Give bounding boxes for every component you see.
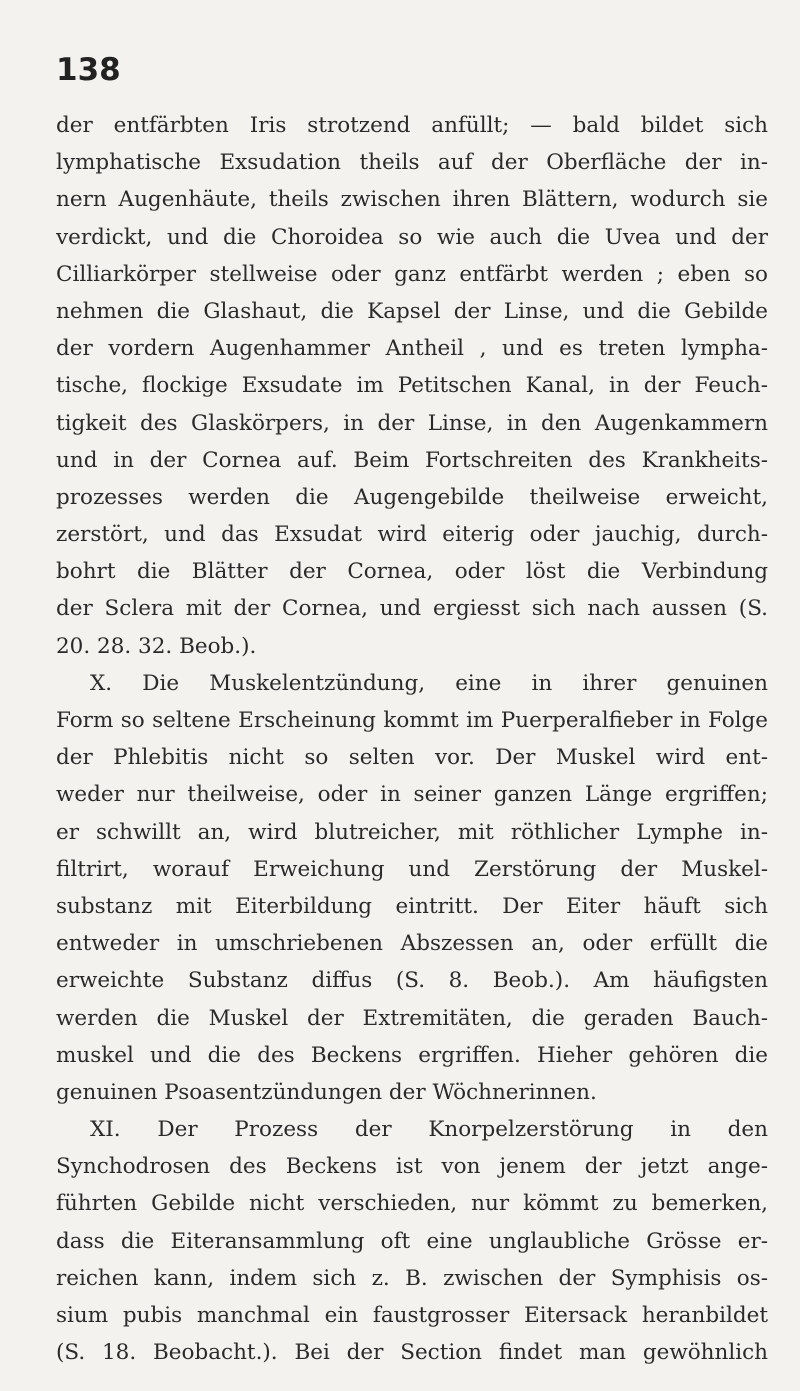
text-line: verdickt, und die Choroidea so wie auch die Uvea und der (56, 224, 768, 250)
text-line: Cilliarkörper stellweise oder ganz entfärbt werden ; eben so (56, 261, 768, 287)
text-line: genuinen Psoasentzündungen der Wöchnerinnen. (56, 1079, 597, 1105)
text-line: der Phlebitis nicht so selten vor. Der Muskel wird ent- (56, 745, 768, 771)
text-line: dass die Eiteransammlung oft eine unglaubliche Grösse er- (56, 1228, 768, 1254)
text-line: entweder in umschriebenen Abszessen an, oder erfüllt die (56, 931, 768, 957)
text-line: der vordern Augenhammer Antheil , und es treten lympha- (56, 336, 768, 362)
text-line: reichen kann, indem sich z. B. zwischen der Symphisis os- (56, 1265, 768, 1291)
text-line: sium pubis manchmal ein faustgrosser Eitersack heranbildet (56, 1303, 768, 1328)
text-line: 20. 28. 32. Beob.). (56, 633, 257, 659)
text-line: und in der Cornea auf. Beim Fortschreiten des Krankheits- (56, 447, 768, 473)
text-line: bohrt die Blätter der Cornea, oder löst die Verbindung (56, 559, 768, 585)
text-line: nehmen die Glashaut, die Kapsel der Linse, und die Gebilde (56, 298, 768, 324)
text-line: der Sclera mit der Cornea, und ergiesst sich nach aussen (S. (56, 596, 768, 622)
text-line: muskel und die des Beckens ergriffen. Hieher gehören die (56, 1042, 768, 1068)
section-heading-line: XI. Der Prozess der Knorpelzerstörung in den (90, 1117, 768, 1143)
text-line: Form so seltene Erscheinung kommt im Puerperalfieber in Folge (56, 708, 768, 733)
page-number: 138 (56, 52, 121, 88)
text-line: filtrirt, worauf Erweichung und Zerstörung der Muskel- (56, 856, 768, 882)
text-line: werden die Muskel der Extremitäten, die geraden Bauch- (56, 1005, 768, 1031)
body-text (56, 107, 768, 1371)
text-line: tigkeit des Glaskörpers, in der Linse, in den Augenkammern (56, 410, 768, 436)
text-line: er schwillt an, wird blutreicher, mit röthlicher Lymphe in- (56, 819, 768, 845)
text-line: (S. 18. Beobacht.). Bei der Section findet man gewöhnlich (56, 1340, 768, 1366)
text-line: prozesses werden die Augengebilde theilweise erweicht, (56, 484, 768, 510)
text-line: substanz mit Eiterbildung eintritt. Der Eiter häuft sich (56, 893, 768, 919)
text-line: nern Augenhäute, theils zwischen ihren Blättern, wodurch sie (56, 187, 768, 213)
text-line: erweichte Substanz diffus (S. 8. Beob.). Am häufigsten (56, 968, 768, 994)
section-heading-line: X. Die Muskelentzündung, eine in ihrer genuinen (90, 670, 768, 696)
text-line: zerstört, und das Exsudat wird eiterig oder jauchig, durch- (56, 522, 768, 548)
text-line: Synchodrosen des Beckens ist von jenem der jetzt ange- (56, 1154, 768, 1180)
text-line: tische, flockige Exsudate im Petitschen Kanal, in der Feuch- (56, 373, 768, 399)
text-line: führten Gebilde nicht verschieden, nur kömmt zu bemerken, (56, 1191, 768, 1217)
text-line: lymphatische Exsudation theils auf der Oberfläche der in- (56, 150, 768, 176)
text-line: der entfärbten Iris strotzend anfüllt; — bald bildet sich (56, 113, 768, 138)
text-line: weder nur theilweise, oder in seiner ganzen Länge ergriffen; (56, 782, 768, 808)
